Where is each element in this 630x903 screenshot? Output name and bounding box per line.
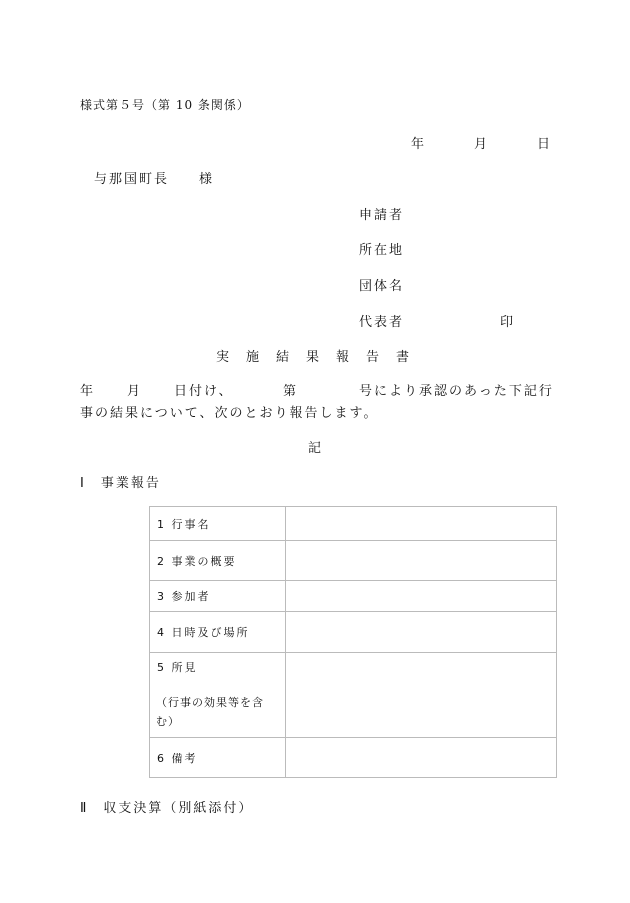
body-day-tsuke: 日付け、 [174, 384, 234, 399]
group-name-label: 団体名 [359, 279, 405, 294]
table-row-divider [150, 540, 556, 541]
addressee: 与那国町長 様 [94, 172, 215, 187]
date-month: 月 [474, 137, 488, 152]
applicant-label: 申請者 [359, 208, 405, 223]
table-row-divider [150, 652, 556, 653]
table-row-label: 3 参加者 [157, 590, 211, 603]
body-rest: 号により承認のあった下記行 [359, 384, 554, 399]
table-row-label: 4 日時及び場所 [157, 626, 250, 639]
document-title: 実施結果報告書 [216, 350, 427, 365]
body-line-2: 事の結果について、次のとおり報告します。 [80, 406, 379, 421]
date-year: 年 [411, 137, 425, 152]
table-row-label: 5 所見 [157, 661, 198, 674]
table-row-divider [150, 580, 556, 581]
table-row-label: 6 備考 [157, 752, 198, 765]
address-label: 所在地 [359, 243, 405, 258]
form-number: 様式第５号（第 10 条関係） [80, 98, 250, 112]
date-day: 日 [537, 137, 551, 152]
seal-mark: 印 [500, 315, 516, 330]
table-row-divider [150, 737, 556, 738]
table-row-label: 1 行事名 [157, 518, 211, 531]
section-2-heading: Ⅱ 収支決算（別紙添付） [80, 801, 254, 816]
table-row-label: 2 事業の概要 [157, 555, 237, 568]
body-line-1 [0, 380, 630, 398]
body-dai: 第 [283, 384, 299, 399]
body-year: 年 [80, 384, 96, 399]
ki-heading: 記 [308, 441, 324, 456]
table-row-note: む） [156, 715, 180, 728]
table-row-divider [150, 611, 556, 612]
representative-label: 代表者 [359, 315, 405, 330]
body-month: 月 [127, 384, 143, 399]
section-1-heading: Ⅰ 事業報告 [80, 476, 161, 491]
date-line [0, 133, 630, 152]
table-row-note: （行事の効果等を含 [156, 696, 264, 709]
